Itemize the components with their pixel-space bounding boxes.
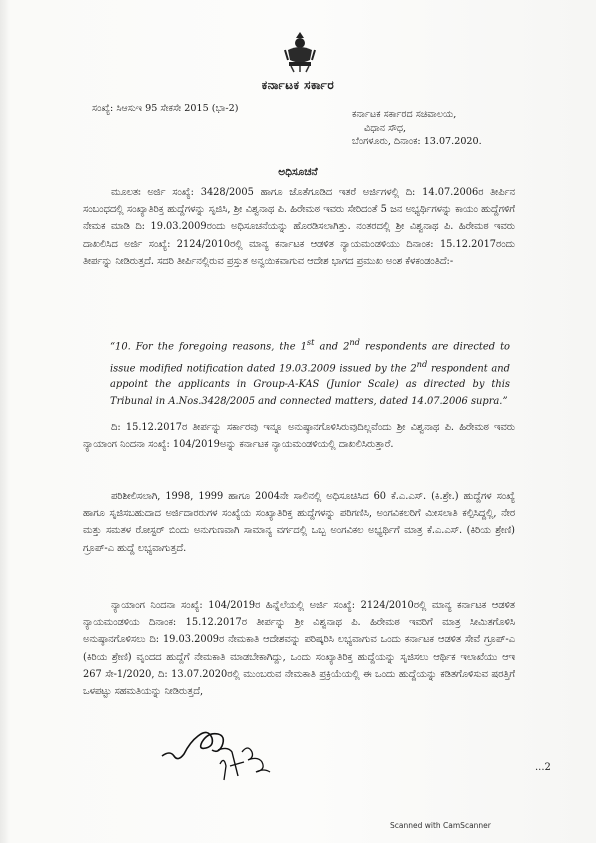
state-emblem-icon [282,30,318,74]
tribunal-quote: “10. For the foregoing reasons, the 1st and 2nd respondents are directed to issue modified notification dated 19.03.2009 issued by the 2nd respondent and appoint the applicants in Group-A-KAS (Junior Scale) as directed by this Tribunal in A.Nos.3428/2005 and connected matters, dated 14.07.2006 supra.” [110,337,510,407]
paragraph-contempt: ದಿ: 15.12.2017ರ ತೀರ್ಪನ್ನು ಸರ್ಕಾರವು ಇನ್ನೂ ಅನುಷ್ಠಾನಗೊಳಿಸಿರುವುದಿಲ್ಲವೆಂದು ಶ್ರೀ ವಿಶ್ವನಾಥ ಪಿ. ಹಿರೇಮಠ ಇವರು ನ್ಯಾಯಾಂಗ ನಿಂದನಾ ಸಂಖ್ಯೆ: 104/2019ಅನ್ನು ಕರ್ನಾಟಕ ನ್ಯಾಯಮಂಡಳಿಯಲ್ಲಿ ದಾಖಲಿಸಿರುತ್ತಾರೆ. [83,422,515,451]
address-line-secretariat: ಕರ್ನಾಟಕ ಸರ್ಕಾರದ ಸಚಿವಾಲಯ, [352,109,457,120]
handwritten-signature [158,722,276,784]
government-title: ಕರ್ನಾಟಕ ಸರ್ಕಾರ [261,78,335,92]
paragraph-vacancies: ಪರಿಶೀಲಿಸಲಾಗಿ, 1998, 1999 ಹಾಗೂ 2004ನೇ ಸಾಲಿನಲ್ಲಿ ಅಧಿಸೂಚಿಸಿದ 60 ಕೆ.ಎ.ಎಸ್. (ಕಿ.ಶ್ರೇ.) ಹುದ್ದೆಗಳ ಸಂಖ್ಯೆ ಹಾಗೂ ಸೃಜಿಸಬಹುದಾದ ಅರ್ಜಿದಾರರುಗಳ ಸಂಖ್ಯೆಯ ಸಂಖ್ಯಾತಿರಿಕ್ತ ಹುದ್ದೆಗಳನ್ನು ಪರಿಗಣಿಸಿ, ಅಂಗವಿಕಲರಿಗೆ ಮೀಸಲಾತಿ ಕಲ್ಪಿಸಿದ್ದಲ್ಲಿ, ನೇರ ಮತ್ತು ಸಮತಳ ರೋಸ್ಟರ್ ಬಿಂದು ಅನುಗುಣವಾಗಿ ಸಾಮಾನ್ಯ ವರ್ಗದಲ್ಲಿ ಒಬ್ಬ ಅಂಗವಿಕಲ ಅಭ್ಯರ್ಥಿಗೆ ಮಾತ್ರ ಕೆ.ಎ.ಎಸ್. (ಕಿರಿಯ ಶ್ರೇಣಿ) ಗ್ರೂಪ್-ಎ ಹುದ್ದೆ ಲಭ್ಯವಾಗುತ್ತದೆ. [83,491,515,554]
address-line-place-date: ಬೆಂಗಳೂರು, ದಿನಾಂಕ: 13.07.2020. [352,136,482,147]
paragraph-order: ನ್ಯಾಯಾಂಗ ನಿಂದನಾ ಸಂಖ್ಯೆ: 104/2019ರ ಹಿನ್ನೆಲೆಯಲ್ಲಿ ಅರ್ಜಿ ಸಂಖ್ಯೆ: 2124/2010ರಲ್ಲಿ ಮಾನ್ಯ ಕರ್ನಾಟಕ ಆಡಳಿತ ನ್ಯಾಯಮಂಡಳಿಯ ದಿನಾಂಕ: 15.12.2017ರ ತೀರ್ಪನ್ನು ಶ್ರೀ ವಿಶ್ವನಾಥ ಪಿ. ಹಿರೇಮಠ ಇವರಿಗೆ ಮಾತ್ರ ಸೀಮಿತಗೊಳಿಸಿ ಅನುಷ್ಠಾನಗೊಳಿಸಲು ದಿ: 19.03.2009ರ ನೇಮಕಾತಿ ಆದೇಶವನ್ನು ಪರಿಷ್ಕರಿಸಿ ಲಭ್ಯವಾಗುವ ಒಂದು ಕರ್ನಾಟಕ ಆಡಳಿತ ಸೇವೆ ಗ್ರೂಪ್-ಎ (ಕಿರಿಯ ಶ್ರೇಣಿ) ವೃಂದದ ಹುದ್ದೆಗೆ ನೇಮಕಾತಿ ಮಾಡಬೇಕಾಗಿದ್ದು, ಒಂದು ಸಂಖ್ಯಾತಿರಿಕ್ತ ಹುದ್ದೆಯನ್ನು ಸೃಜಿಸಲು ಆರ್ಥಿಕ ಇಲಾಖೆಯು ಆಇ 267 ಸೇ-1/2020, ದಿ: 13.07.2020ರಲ್ಲಿ ಮುಂಬರುವ ನೇಮಕಾತಿ ಪ್ರಕ್ರಿಯೆಯಲ್ಲಿ ಈ ಒಂದು ಹುದ್ದೆಯನ್ನು ಕಡಿತಗೊಳಿಸುವ ಷರತ್ತಿಗೆ ಒಳಪಟ್ಟು ಸಹಮತಿಯನ್ನು ನೀಡಿರುತ್ತದೆ, [83,600,516,698]
page-continuation: ...2 [535,762,551,773]
reference-number: ಸಂಖ್ಯೆ: ಸಿಆಸುಇ 95 ಸೇಕಸೇ 2015 (ಭಾ-2) [92,103,239,114]
address-line-building: ವಿಧಾನ ಸೌಧ, [364,122,407,134]
paragraph-background: ಮೂಲತಃ ಅರ್ಜಿ ಸಂಖ್ಯೆ: 3428/2005 ಹಾಗೂ ಜೊತೆಗೂಡಿದ ಇತರೆ ಅರ್ಜಿಗಳಲ್ಲಿ ದಿ: 14.07.2006ರ ತೀರ್ಪಿನ ಸಂಬಂಧದಲ್ಲಿ ಸಂಖ್ಯಾತಿರಿಕ್ತ ಹುದ್ದೆಗಳನ್ನು ಸೃಜಿಸಿ, ಶ್ರೀ ವಿಶ್ವನಾಥ ಪಿ. ಹಿರೇಮಠ ಇವರು ಸೇರಿದಂತೆ 5 ಜನ ಅಭ್ಯರ್ಥಿಗಳನ್ನು ಕಾಯಂ ಹುದ್ದೆಗಳಿಗೆ ನೇಮಕ ಮಾಡಿ ದಿ: 19.03.2009ರಂದು ಅಧಿಸೂಚನೆಯನ್ನು ಹೊರಡಿಸಲಾಗಿತ್ತು. ನಂತರದಲ್ಲಿ ಶ್ರೀ ವಿಶ್ವನಾಥ ಪಿ. ಹಿರೇಮಠ ಇವರು ದಾಖಲಿಸಿದ ಅರ್ಜಿ ಸಂಖ್ಯೆ: 2124/2010ರಲ್ಲಿ ಮಾನ್ಯ ಕರ್ನಾಟಕ ಆಡಳಿತ ನ್ಯಾಯಮಂಡಳಿಯು ದಿನಾಂಕ: 15.12.2017ರಂದು ತೀರ್ಪನ್ನು ನೀಡಿರುತ್ತದೆ. ಸದರಿ ತೀರ್ಪಿನಲ್ಲಿರುವ ಪ್ರಸ್ತುತ ಅನ್ವಯಿಕವಾಗುವ ಆದೇಶ ಭಾಗದ ಪ್ರಮುಖ ಅಂಶ ಕೆಳಕಂಡಂತಿದೆ:- [83,187,515,267]
office-address [352,108,482,149]
scanner-watermark: Scanned with CamScanner [390,821,491,830]
notification-heading: ಅಧಿಸೂಚನೆ [278,166,318,178]
